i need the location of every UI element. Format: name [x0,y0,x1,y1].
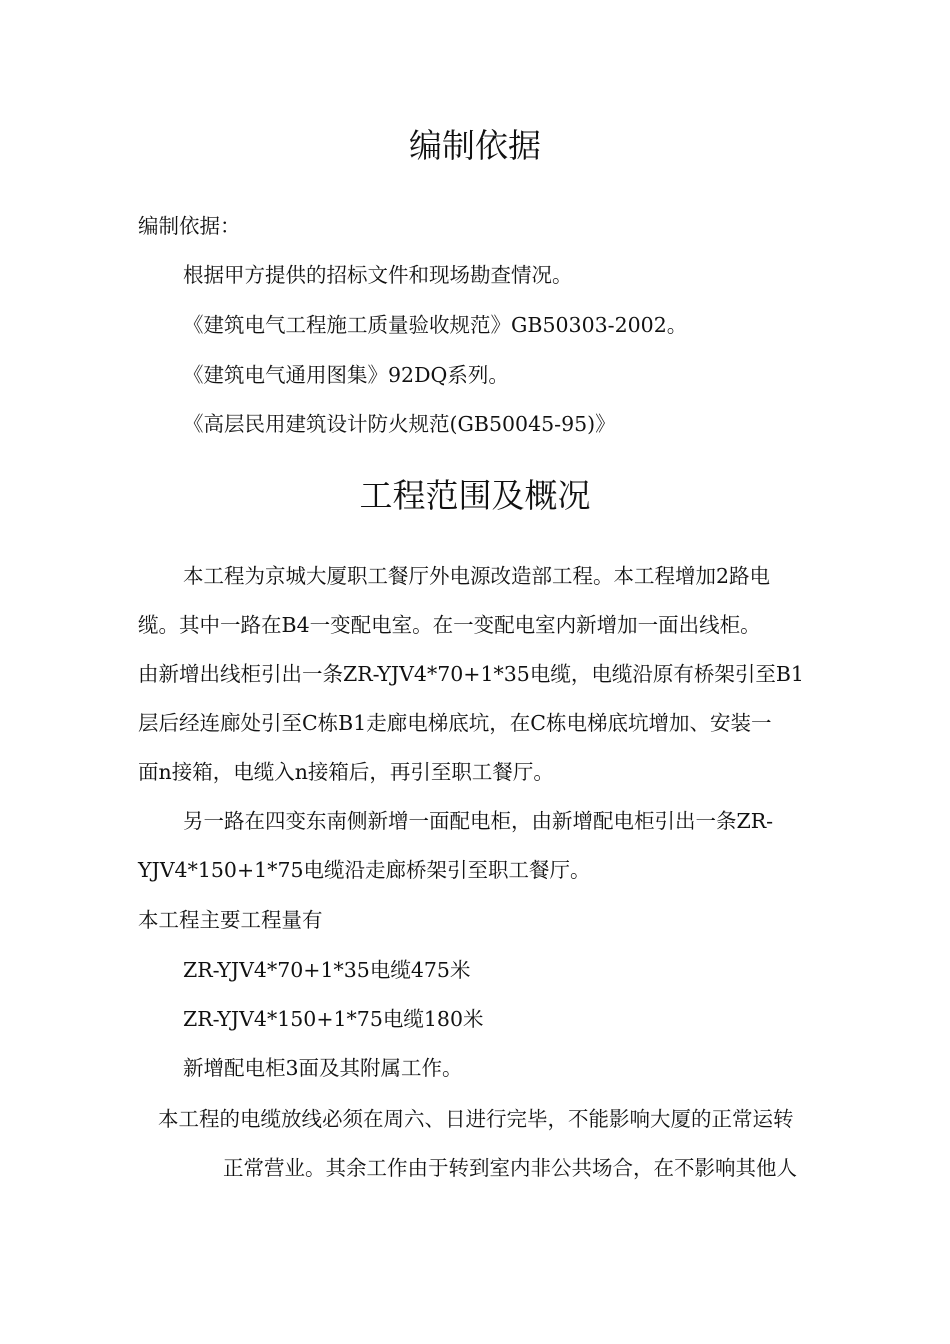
paragraph-line: 层后经连廊处引至C栋B1走廊电梯底坑，在C栋电梯底坑增加、安装一 [138,711,772,735]
compilation-basis-label: 编制依据： [138,214,241,238]
basis-item: 《高层民用建筑设计防火规范(GB50045-95)》 [183,412,616,436]
section-title-scope-overview: 工程范围及概况 [359,476,591,515]
quantity-item: ZR-YJV4*150+1*75电缆180米 [183,1007,484,1031]
section-title-compilation-basis: 编制依据 [409,126,541,165]
paragraph-line: 面n接箱，电缆入n接箱后，再引至职工餐厅。 [138,760,554,784]
quantities-label: 本工程主要工程量有 [138,908,323,932]
paragraph-line: 本工程的电缆放线必须在周六、日进行完毕，不能影响大厦的正常运转 [158,1107,794,1131]
basis-item: 根据甲方提供的招标文件和现场勘查情况。 [183,263,573,287]
basis-item: 《建筑电气工程施工质量验收规范》GB50303-2002。 [183,313,688,337]
paragraph-line: 缆。其中一路在B4一变配电室。在一变配电室内新增加一面出线柜。 [138,613,761,637]
paragraph-line: 另一路在四变东南侧新增一面配电柜，由新增配电柜引出一条ZR- [183,809,774,833]
quantity-item: ZR-YJV4*70+1*35电缆475米 [183,958,471,982]
basis-item: 《建筑电气通用图集》92DQ系列。 [183,363,509,387]
paragraph-line: 本工程为京城大厦职工餐厅外电源改造部工程。本工程增加2路电 [183,564,771,588]
quantity-item: 新增配电柜3面及其附属工作。 [183,1056,463,1080]
paragraph-line: YJV4*150+1*75电缆沿走廊桥架引至职工餐厅。 [138,858,591,882]
paragraph-line: 正常营业。其余工作由于转到室内非公共场合，在不影响其他人 [223,1156,797,1180]
paragraph-line: 由新增出线柜引出一条ZR-YJV4*70+1*35电缆，电缆沿原有桥架引至B1 [138,662,804,686]
